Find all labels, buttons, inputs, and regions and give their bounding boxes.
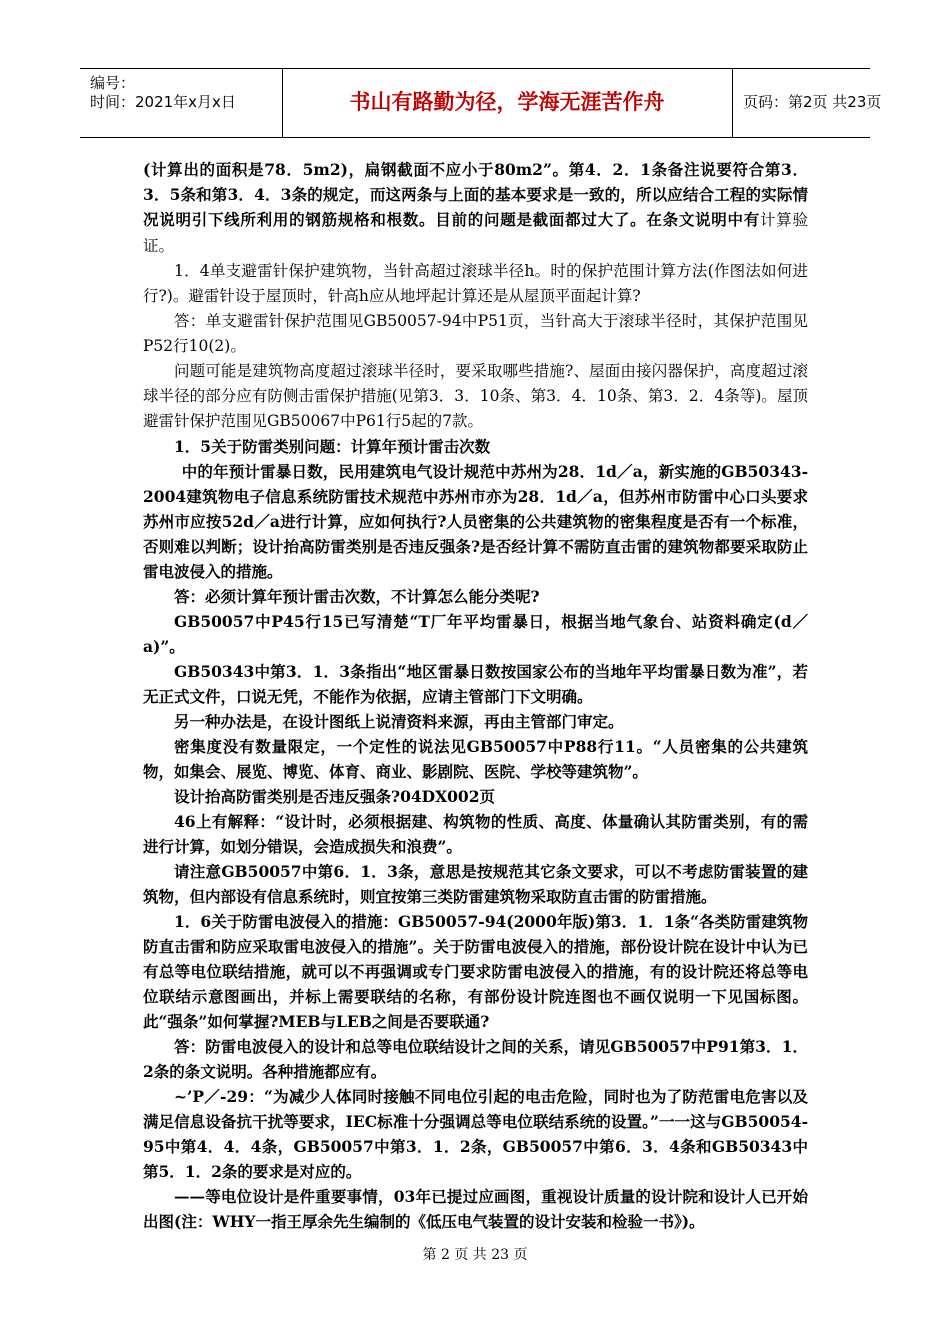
paragraph: ~’P／-29：“为减少人体同时接触不同电位引起的电击危险，同时也为了防范雷电危害以及满足信息设备抗干扰等要求，IEC标准十分强调总等电位联结系统的设置。”一一这与GB50054-95中第4．4．4条，GB50057中第3．1．2条，GB50057中第6．3．4条和GB50343中第5．1．2条的要求是对应的。	[143, 1087, 808, 1181]
paragraph: GB50057中P45行15已写清楚“T厂年平均雷暴日，根据当地气象台、站资料确定(d／a)”。	[143, 612, 808, 656]
paragraph: 中的年预计雷暴日数，民用建筑电气设计规范中苏州为28．1d／a，新实施的GB50343-2004建筑物电子信息系统防雷技术规范中苏州市亦为28．1d／a，但苏州市防雷中心口头要求苏州市应按52d／a进行计算，应如何执行?人员密集的公共建筑物的密集程度是否有一个标准，否则难以判断；设计抬高防雷类别是否违反强条?是否经计算不需防直击雷的建筑物都要采取防止雷电波侵入的措施。	[143, 462, 808, 581]
section-heading: 1．6关于防雷电波侵入的措施：GB50057-94(2000年版)第3．1．1条“各类防雷建筑物防直击雷和防应采取雷电波侵入的措施”。关于防雷电波侵入的措施，部份设计院在设计中认为已有总等电位联结措施，就可以不再强调或专门要求防雷电波侵入的措施，有的设计院还将总等电位联结示意图画出，并标上需要联结的名称，有部份设计院连图也不画仅说明一下见国标图。此“强条”如何掌握?MEB与LEB之间是否要联通?	[143, 912, 808, 1031]
paragraph-text-normal: 计算验证。	[143, 211, 808, 255]
paragraph-text: (计算出的面积是78．5m2)，扁钢截面不应小于80m2”。第4．2．1条备注说要符合第3．3．5条和第3．4．3条的规定，而这两条与上面的基本要求是一致的，所以应结合工程的实际情况说明引下线所利用的钢筋规格和根数。目前的问题是截面都过大了。在条文说明中有	[143, 160, 808, 229]
paragraph: ——等电位设计是件重要事情，03年已提过应画图，重视设计质量的设计院和设计人已开始出图(注：WHY一指王厚余先生编制的《低压电气装置的设计安装和检验一书》)。	[143, 1187, 808, 1231]
paragraph	[143, 157, 808, 259]
header-page-cell	[733, 69, 882, 137]
document-date: 时间：2021年x月x日	[90, 93, 236, 111]
header-motto-cell	[282, 69, 733, 137]
header-page-number: 页码：第2页 共23页	[743, 93, 882, 111]
paragraph: 密集度没有数量限定，一个定性的说法见GB50057中P88行11。“人员密集的公共建筑物，如集会、展览、博览、体育、商业、影剧院、医院、学校等建筑物”。	[143, 737, 808, 781]
paragraph: 答：单支避雷针保护范围见GB50057-94中P51页，当针高大于滚球半径时，其保护范围见P52行10(2)。	[143, 312, 808, 355]
document-code-label: 编号：	[90, 74, 136, 92]
document-body	[143, 157, 808, 1234]
paragraph: 设计抬高防雷类别是否违反强条?04DX002页	[174, 787, 495, 806]
header-motto: 书山有路勤为径，学海无涯苦作舟	[349, 90, 665, 114]
header-meta-cell	[80, 69, 283, 137]
section-heading: 1．5关于防雷类别问题：计算年预计雷击次数	[174, 437, 491, 456]
page-header	[80, 68, 882, 138]
paragraph: 答：必须计算年预计雷击次数，不计算怎么能分类呢?	[174, 587, 540, 606]
paragraph: 答：防雷电波侵入的设计和总等电位联结设计之间的关系，请见GB50057中P91第3．1．2条的条文说明。各种措施都应有。	[143, 1037, 808, 1081]
paragraph: 另一种办法是，在设计图纸上说清资料来源，再由主管部门审定。	[174, 712, 624, 731]
paragraph: 请注意GB50057中第6．1．3条，意思是按规范其它条文要求，可以不考虑防雷装置的建筑物，但内部设有信息系统时，则宜按第三类防雷建筑物采取防直击雷的防雷措施。	[143, 862, 808, 906]
paragraph: GB50343中第3．1．3条指出“地区雷暴日数按国家公布的当地年平均雷暴日数为准”，若无正式文件，口说无凭，不能作为依据，应请主管部门下文明确。	[143, 662, 808, 706]
paragraph: 1．4单支避雷针保护建筑物，当针高超过滚球半径h。时的保护范围计算方法(作图法如何进行?)。避雷针设于屋顶时，针高h应从地坪起计算还是从屋顶平面起计算?	[143, 262, 808, 305]
page-footer: 第 2 页 共 23 页	[422, 1247, 528, 1263]
paragraph: 46上有解释：“设计时，必须根据建、构筑物的性质、高度、体量确认其防雷类别，有的需进行计算，如划分错误，会造成损失和浪费”。	[143, 812, 808, 856]
paragraph: 问题可能是建筑物高度超过滚球半径时，要采取哪些措施?、屋面由接闪器保护，高度超过滚球半径的部分应有防侧击雷保护措施(见第3．3．10条、第3．4．10条、第3．2．4条等)。屋顶避雷针保护范围见GB50067中P61行5起的7款。	[143, 362, 808, 430]
